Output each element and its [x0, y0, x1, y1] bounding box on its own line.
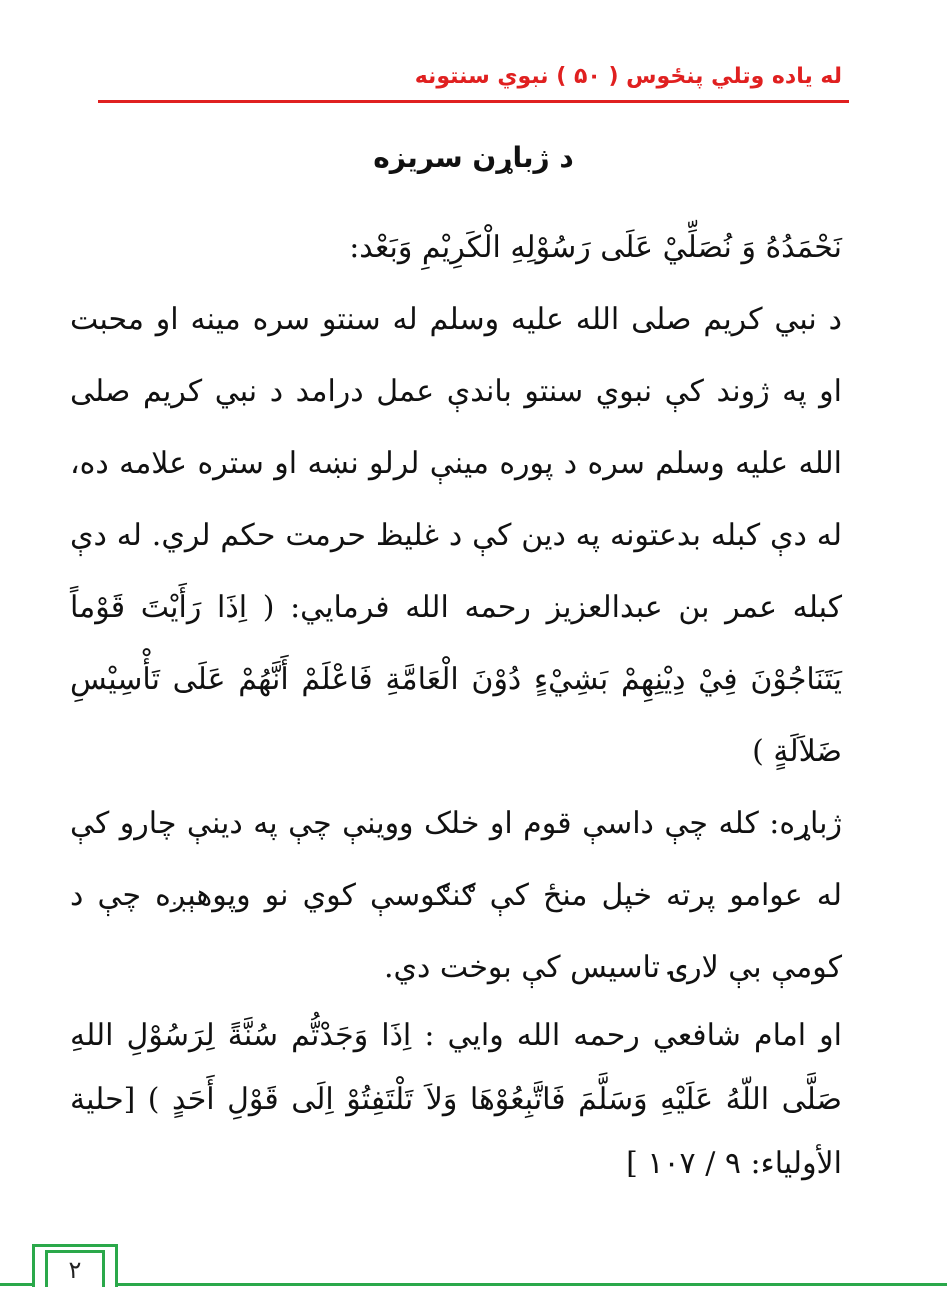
opening-line: نَحْمَدُهُ وَ نُصَلِّيْ عَلَى رَسُوْلِهِ الْكَرِيْمِ وَبَعْد:	[349, 230, 842, 265]
running-header-title: له یاده وتلي پنځوس ( ۵۰ ) نبوي سنتونه	[414, 64, 842, 89]
paragraph-1: د نبي کريم صلى الله عليه وسلم له سنتو سره مينه او محبت او په ژوند کې نبوي سنتو باندې عمل درامد د نبي کريم صلى الله عليه وسلم سره د پوره مينې لرلو نښه او ستره علامه ده، له دې کبله بدعتونه په دين کې د غليظ حرمت حکم لري. له دې کبله عمر بن عبدالعزيز رحمه الله فرمايي: ( اِذَا رَأَيْتَ قَوْماً يَتَنَاجُوْنَ فِيْ دِيْنِهِمْ بَشِيْءٍ دُوْنَ الْعَامَّةِ فَاعْلَمْ أَنَّهُمْ عَلَى تَأْسِيْسِ ضَلاَلَةٍ )	[70, 302, 842, 769]
paragraph-2: ژباړه: کله چې داسې قوم او خلک ووينې چې په دينې چارو کې له عوامو پرته خپل منځ کې ګنګوسې کوي نو وپوهېږه چې د کومې بې لارۍ تاسيس کې بوخت دي.	[70, 806, 842, 985]
page-number: ۲	[45, 1250, 105, 1287]
footer-rule	[0, 1283, 947, 1286]
body-text	[70, 212, 842, 1196]
paragraph-3: او امام شافعي رحمه الله وايي : اِذَا وَجَدْتُّم سُنَّةً لِرَسُوْلِ اللهِ صَلَّى اللّهُ عَلَيْهِ وَسَلَّمَ فَاتَّبِعُوْهَا وَلاَ تَلْتَفِتُوْ اِلَى قَوْلِ أَحَدٍ ) [حلية الأولياء: ۹ / ۱۰۷ ]	[70, 1018, 842, 1181]
running-header	[100, 62, 842, 92]
section-title: د ژباړن سریزه	[373, 141, 574, 174]
header-rule	[98, 100, 849, 103]
